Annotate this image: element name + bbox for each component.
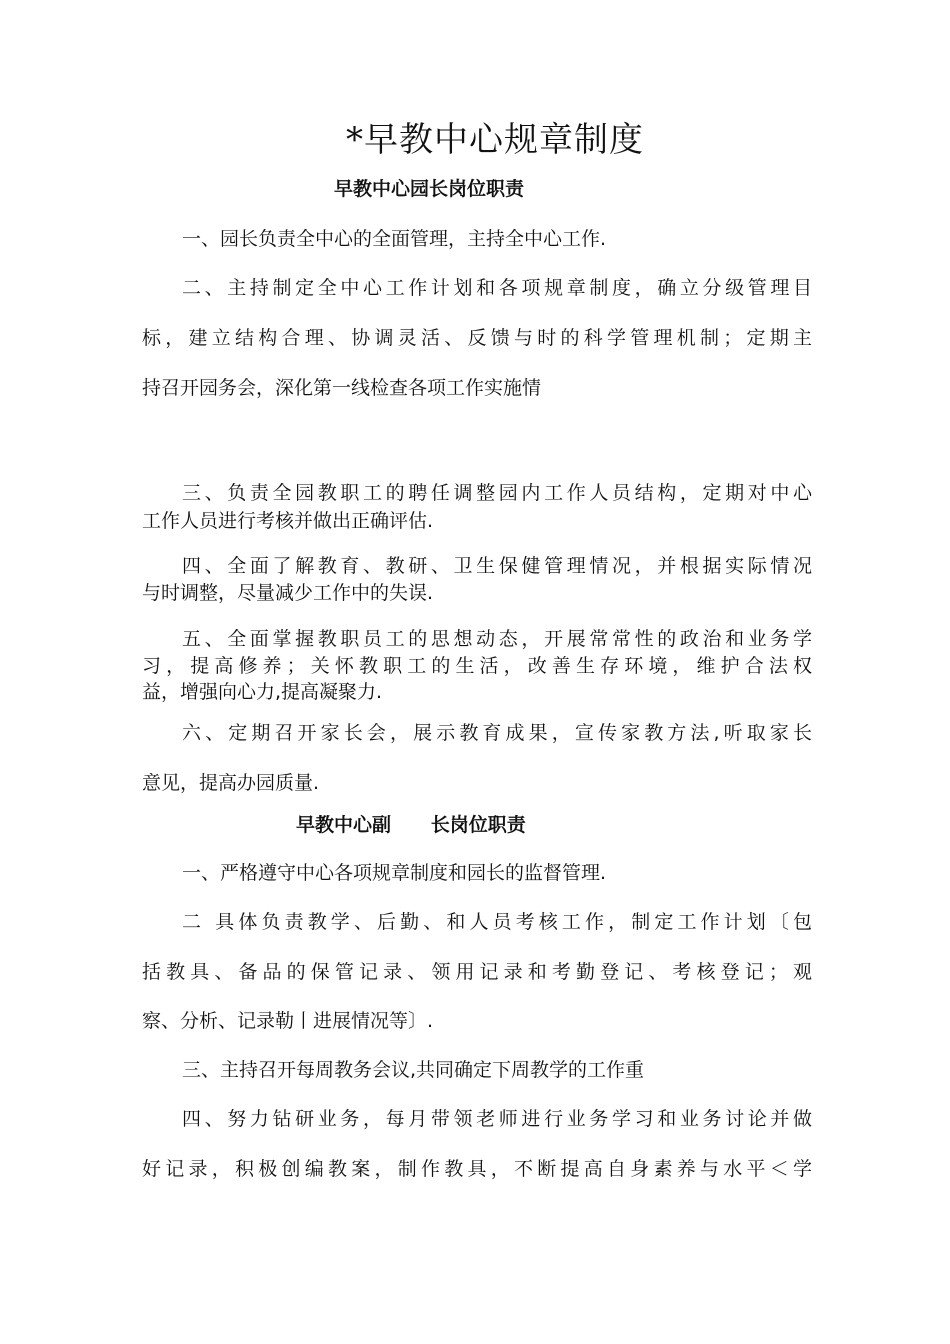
paragraph-line: 标，建立结构合理、协调灵活、反馈与时的科学管理机制；定期主 (142, 327, 812, 349)
document-title: *早教中心规章制度 (346, 120, 644, 160)
paragraph-line: 习，提高修养；关怀教职工的生活，改善生存环境，维护合法权 (142, 655, 812, 677)
paragraph-line: 意见，提高办园质量. (142, 772, 320, 794)
paragraph-line: 益，增强向心力,提高凝聚力. (142, 681, 383, 703)
paragraph-line: 四、努力钻研业务，每月带领老师进行业务学习和业务讨论并做 (182, 1108, 812, 1130)
paragraph-line: 好记录，积极创编教案，制作教具，不断提高自身素养与水平＜学 (142, 1158, 812, 1180)
paragraph-line: 五、全面掌握教职员工的思想动态，开展常常性的政治和业务学 (182, 628, 812, 650)
paragraph-line: 与时调整，尽量减少工作中的失误. (142, 582, 434, 604)
paragraph-line: 二、主持制定全中心工作计划和各项规章制度，确立分级管理目 (182, 277, 812, 299)
paragraph-line: 一、园长负责全中心的全面管理，主持全中心工作. (182, 228, 607, 250)
paragraph-line: 二 具体负责教学、后勤、和人员考核工作，制定工作计划〔包 (182, 911, 812, 933)
paragraph-line: 六、定期召开家长会，展示教育成果，宣传家教方法,听取家长 (182, 722, 812, 744)
paragraph-line: 三、负责全园教职工的聘任调整园内工作人员结构，定期对中心 (182, 482, 812, 504)
paragraph-line: 三、主持召开每周教务会议,共同确定下周教学的工作重 (182, 1059, 645, 1081)
paragraph-line: 一、严格遵守中心各项规章制度和园长的监督管理. (182, 862, 607, 884)
section-heading-director: 早教中心园长岗位职责 (334, 178, 525, 200)
paragraph-line: 察、分析、记录勒丨进展情况等〕. (142, 1010, 434, 1032)
paragraph-line: 工作人员进行考核并做出正确评估. (142, 510, 434, 532)
paragraph-line: 括教具、备品的保管记录、领用记录和考勤登记、考核登记；观 (142, 961, 812, 983)
paragraph-line: 持召开园务会，深化第一线检查各项工作实施情 (142, 377, 542, 399)
section-heading-deputy: 早教中心副 长岗位职责 (296, 814, 526, 836)
paragraph-line: 四、全面了解教育、教研、卫生保健管理情况，并根据实际情况 (182, 555, 812, 577)
